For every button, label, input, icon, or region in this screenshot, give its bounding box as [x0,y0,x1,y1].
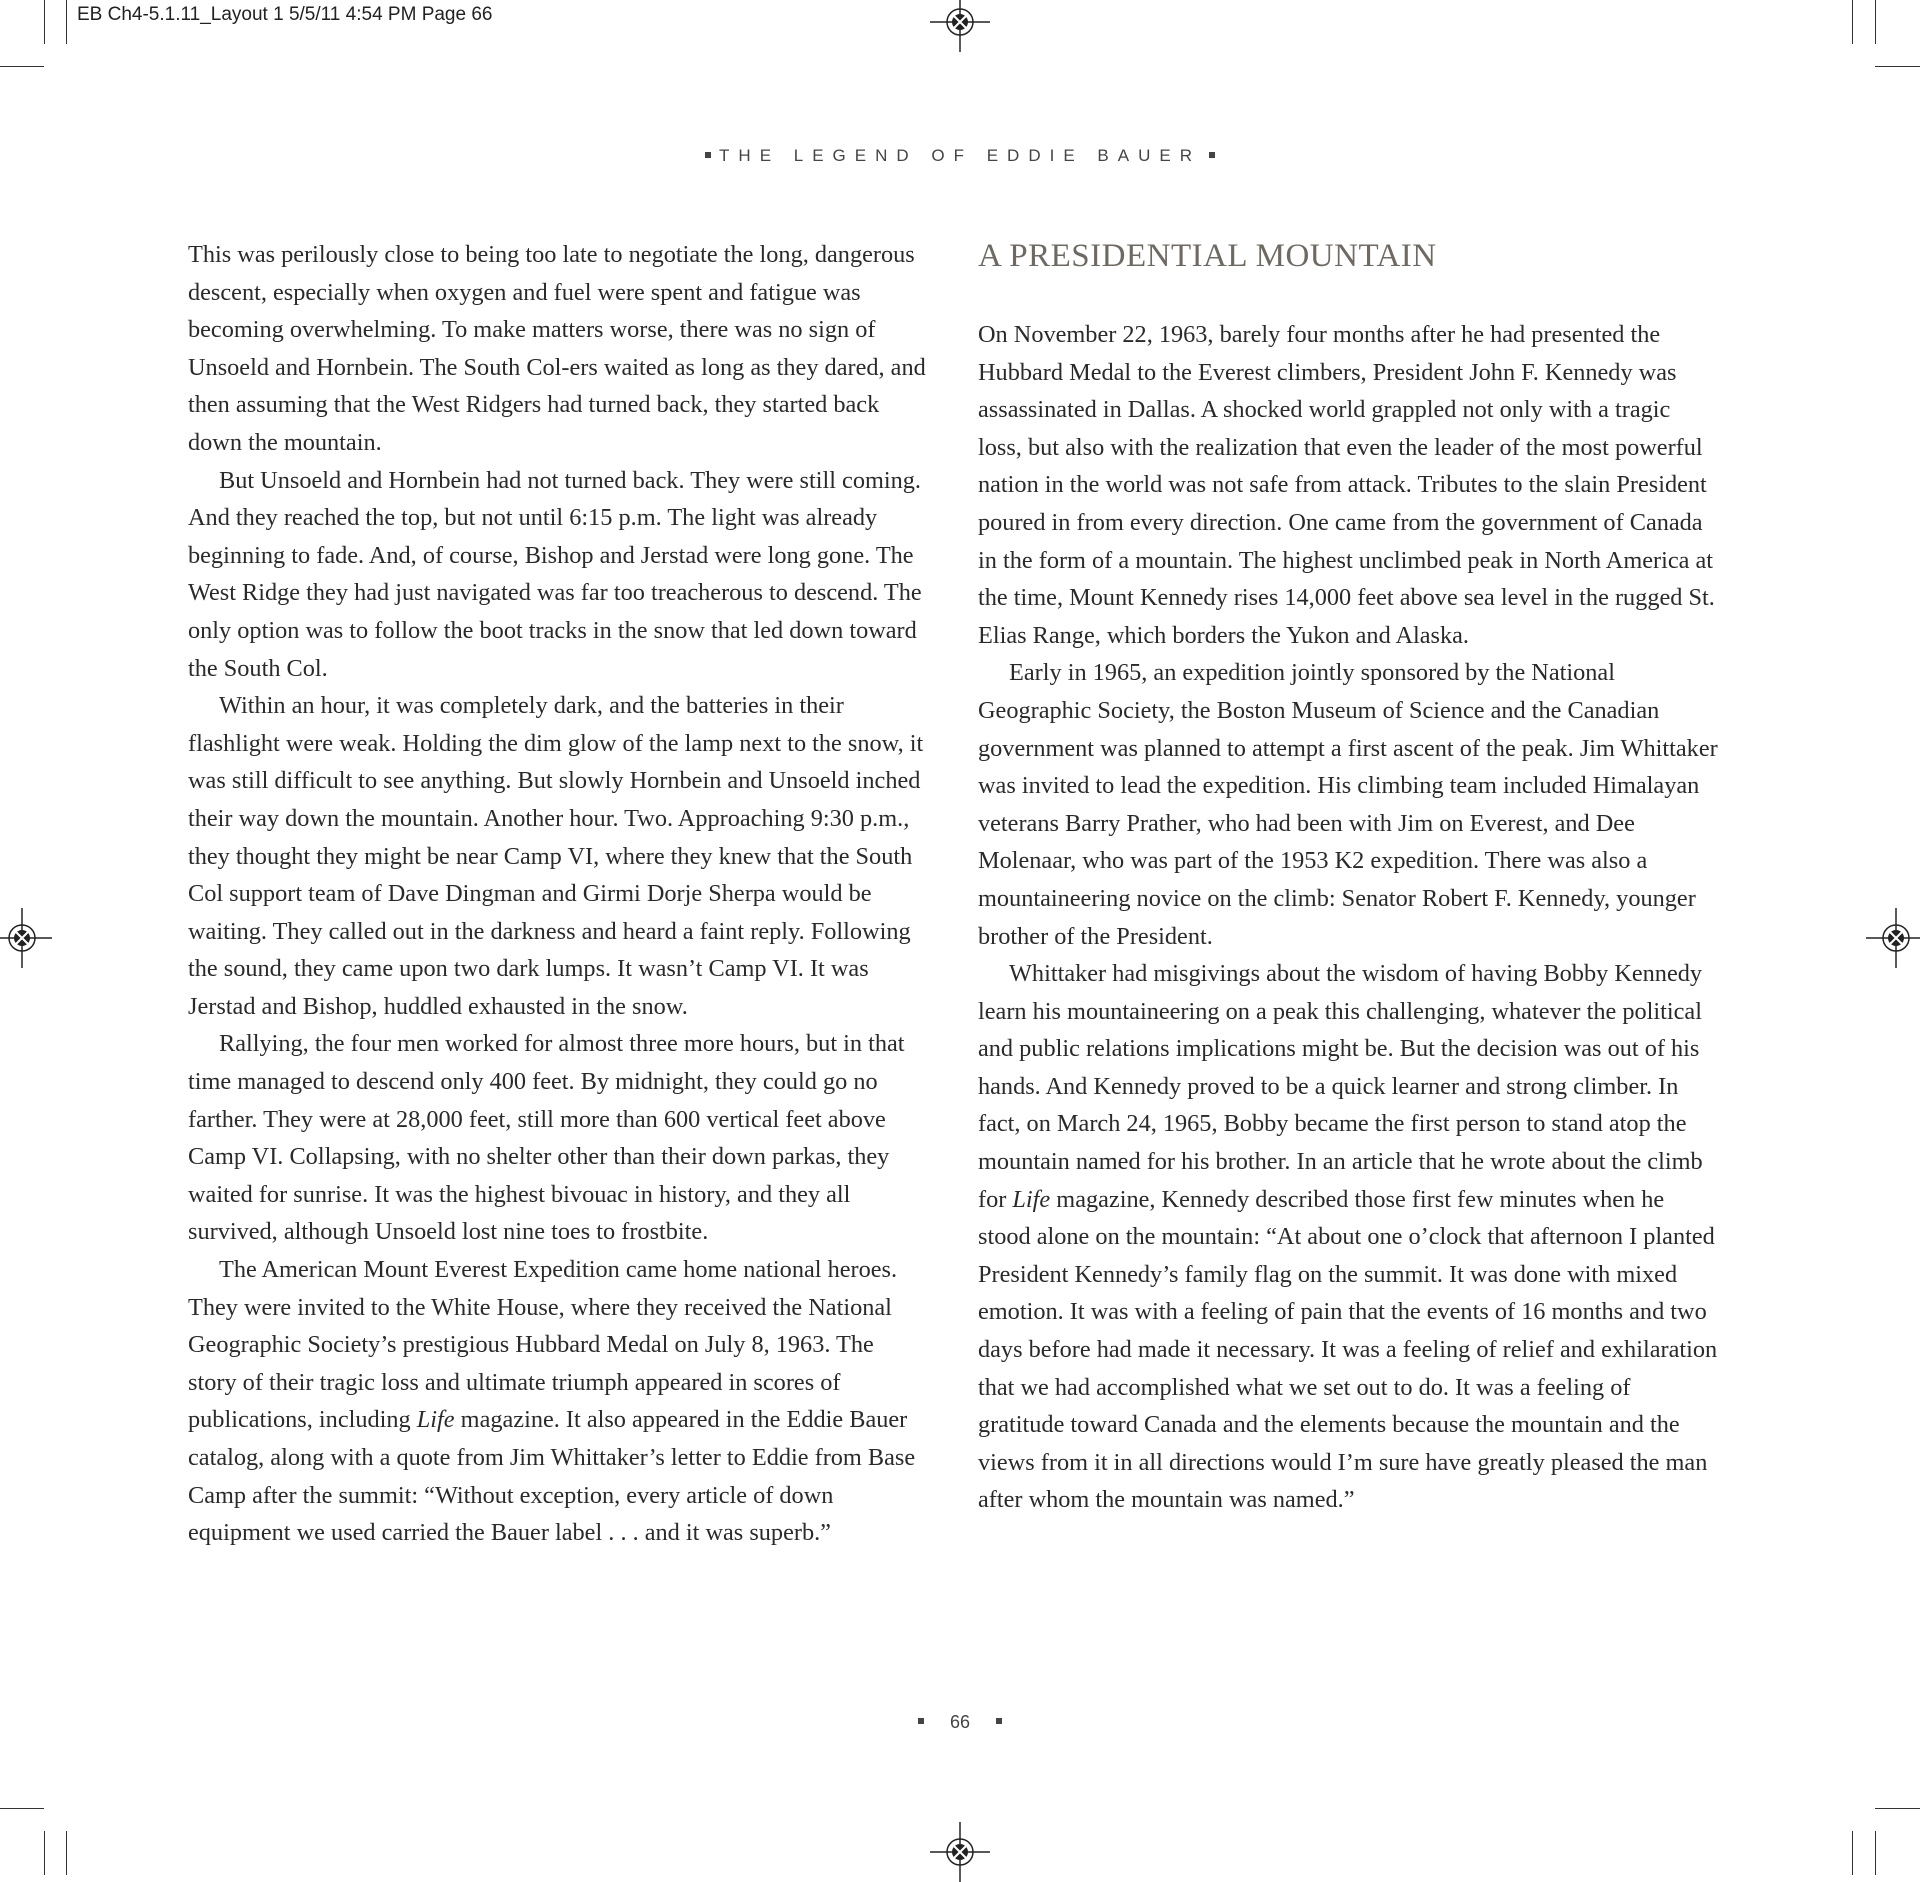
paragraph: This was perilously close to being too late to negotiate the long, dangerous descent, especially when oxygen and fuel were spent and fatigue was becoming overwhelming. To make matters worse, there was no sign of Unsoeld and Hornbein. The South Col-ers waited as long as they dared, and then assuming that the West Ridgers had turned back, they started back down the mountain. [188,241,926,456]
square-bullet-icon [1209,152,1215,158]
paragraph [978,955,1720,1519]
text-run: magazine, Kennedy described those first few minutes when he stood alone on the mountain: “At about one o’clock that afternoon I planted President Kennedy’s family flag on the summit. It was done with mixed emotion. It was with a feeling of pain that the events of 16 months and two days before had made it necessary. It was a feeling of relief and exhilaration that we had accomplished what we set out to do. It was a feeling of gratitude toward Canada and the elements because the mountain and the views from it in all directions would I’m sure have greatly pleased the man after whom the mountain was named.” [978,1185,1718,1514]
paragraph: Rallying, the four men worked for almost three more hours, but in that time managed to descend only 400 feet. By midnight, they could go no farther. They were at 28,000 feet, still more than 600 vertical feet above Camp VI. Collapsing, with no shelter other than their down parkas, they waited for sunrise. It was the highest bivouac in history, and they all survived, although Unsoeld lost nine toes to frostbite. [188,1030,905,1246]
paragraph: Within an hour, it was completely dark, and the batteries in their flashlight were weak. Holding the dim glow of the lamp next to the snow, it was still difficult to see anything. But slowly Hornbein and Unsoeld inched their way down the mountain. Another hour. Two. Approaching 9:30 p.m., they thought they might be near Camp VI, where they knew that the South Col support team of Dave Dingman and Girmi Dorje Sherpa would be waiting. They called out in the darkness and heard a faint reply. Following the sound, they came upon two dark lumps. It wasn’t Camp VI. It was Jerstad and Bishop, huddled exhausted in the snow. [188,692,924,1020]
registration-mark-right [1866,908,1920,968]
text-run: The American Mount Everest Expedition came home national heroes. They were invited to the White House, where they received the National Geographic Society’s prestigious Hubbard Medal on July 8, 1963. The story of their tragic loss and ultimate triumph appeared in scores of publications, including [188,1256,898,1434]
crop-mark [0,66,44,67]
crop-mark [1852,0,1853,44]
crop-mark [44,0,45,44]
page-number: 66 [949,1712,971,1732]
folio [0,1712,1920,1733]
paragraph: Early in 1965, an expedition jointly sponsored by the National Geographic Society, the Boston Museum of Science and the Canadian government was planned to attempt a first ascent of the peak. Jim Whittaker was invited to lead the expedition. His climbing team included Himalayan veterans Barry Prather, who had been with Jim on Everest, and Dee Molenaar, who was part of the 1953 K2 expedition. There was also a mountaineering novice on the climb: Senator Robert F. Kennedy, younger brother of the President. [978,659,1718,950]
right-column [978,236,1720,1519]
crop-mark [1875,1831,1876,1875]
magazine-title: Life [416,1406,455,1434]
crop-mark [1852,1831,1853,1875]
crop-mark [1875,66,1920,67]
registration-mark-top [930,0,990,52]
magazine-title: Life [1012,1185,1051,1213]
crop-mark [66,1831,67,1875]
square-bullet-icon [996,1718,1002,1724]
running-head-text: THE LEGEND OF EDDIE BAUER [719,146,1201,165]
left-column [188,236,928,1552]
crop-mark [1875,1808,1920,1809]
crop-mark [44,1831,45,1875]
paragraph [188,1251,928,1552]
paragraph: But Unsoeld and Hornbein had not turned back. They were still coming. And they reached the top, but not until 6:15 p.m. The light was already beginning to fade. And, of course, Bishop and Jerstad were long gone. The West Ridge they had just navigated was far too treacherous to descend. The only option was to follow the boot tracks in the snow that led down toward the South Col. [188,466,922,682]
square-bullet-icon [918,1718,924,1724]
crop-mark [66,0,67,44]
paragraph: On November 22, 1963, barely four months after he had presented the Hubbard Medal to the Everest climbers, President John F. Kennedy was assassinated in Dallas. A shocked world grappled not only with a tragic loss, but also with the realization that even the leader of the most powerful nation in the world was not safe from attack. Tributes to the slain President poured in from every direction. One came from the government of Canada in the form of a mountain. The highest unclimbed peak in North America at the time, Mount Kennedy rises 14,000 feet above sea level in the rugged St. Elias Range, which borders the Yukon and Alaska. [978,321,1715,649]
text-run: magazine. It also appeared in the Eddie Bauer catalog, along with a quote from Jim Whittaker’s letter to Eddie from Base Camp after the summit: “Without exception, every article of down equipment we used carried the Bauer label . . . and it was superb.” [188,1406,916,1547]
registration-mark-bottom [930,1822,990,1882]
text-run: Whittaker had misgivings about the wisdom of having Bobby Kennedy learn his mountaineering on a peak this challenging, whatever the political and public relations implications might be. But the decision was out of his hands. And Kennedy proved to be a quick learner and strong climber. In fact, on March 24, 1965, Bobby became the first person to stand atop the mountain named for his brother. In an article that he wrote about the climb for [978,960,1703,1213]
print-slug: EB Ch4-5.1.11_Layout 1 5/5/11 4:54 PM Page 66 [77,4,493,25]
registration-mark-left [0,908,52,968]
crop-mark [1875,0,1876,44]
running-head [0,146,1920,166]
section-heading: A PRESIDENTIAL MOUNTAIN [978,238,1437,274]
crop-mark [0,1808,44,1809]
square-bullet-icon [705,152,711,158]
